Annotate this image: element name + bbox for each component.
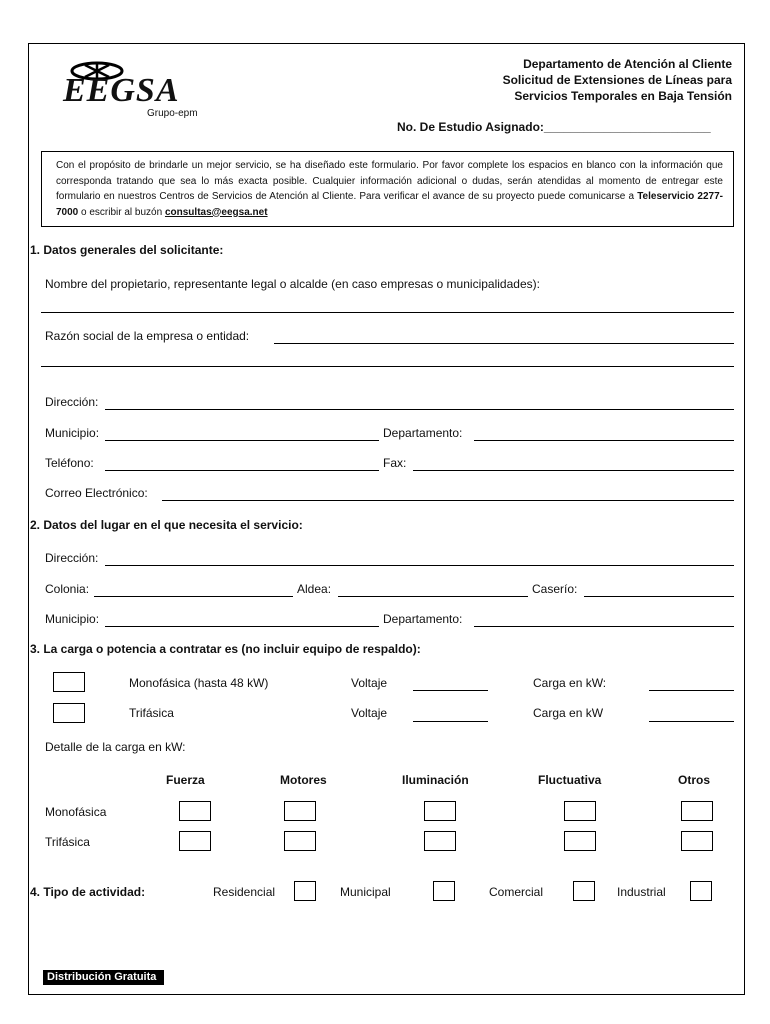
aldea-label: Aldea:: [297, 582, 332, 596]
site-address-label: Dirección:: [45, 551, 99, 565]
intro-box: [41, 151, 734, 227]
comercial-checkbox[interactable]: [573, 881, 595, 901]
address-label: Dirección:: [45, 395, 99, 409]
intro-text-1: Con el propósito de brindarle un mejor servicio, se ha diseñado este formulario. Por favor complete los espacios en blanco con la información que corresponda tratando que sea lo más exacta posible. Cualquier información adicional o dudas, serán atendidas al momento de entregar este formulario en nuestros Centros de Servicios de Atención al Cliente. Para verificar el avance de su proyecto puede comunicarse a: [56, 160, 723, 202]
colonia-input[interactable]: [94, 596, 293, 597]
activity-option-label: Industrial: [617, 885, 666, 899]
logo-brand: EEGSA: [63, 72, 180, 109]
phone-label: Teléfono:: [45, 456, 94, 470]
site-municipality-input[interactable]: [105, 626, 379, 627]
free-distribution-badge: Distribución Gratuita: [43, 970, 164, 985]
load-cell-checkbox[interactable]: [681, 831, 713, 851]
department-label: Departamento:: [383, 426, 463, 440]
activity-option-label: Residencial: [213, 885, 276, 899]
logo-group: Grupo-epm: [147, 108, 198, 119]
company-input-line-2[interactable]: [41, 366, 734, 367]
load-input-1[interactable]: [649, 690, 734, 691]
column-header: Otros: [678, 773, 711, 787]
site-department-label: Departamento:: [383, 612, 463, 626]
company-label: Razón social de la empresa o entidad:: [45, 329, 250, 343]
colonia-label: Colonia:: [45, 582, 90, 596]
aldea-input[interactable]: [338, 596, 528, 597]
load-cell-checkbox[interactable]: [284, 801, 316, 821]
intro-phone: Teleservicio 2277-7000: [56, 191, 723, 218]
load-label-1: Carga en kW:: [533, 676, 607, 690]
phone-input[interactable]: [105, 470, 379, 471]
load-cell-checkbox[interactable]: [284, 831, 316, 851]
site-municipality-label: Municipio:: [45, 612, 100, 626]
load-cell-checkbox[interactable]: [681, 801, 713, 821]
form-page: [28, 43, 745, 995]
column-header: Fuerza: [166, 773, 205, 787]
section-3-title: 3. La carga o potencia a contratar es (no incluir equipo de respaldo):: [30, 642, 421, 656]
voltage-input-1[interactable]: [413, 690, 488, 691]
municipality-label: Municipio:: [45, 426, 100, 440]
section-1-title: 1. Datos generales del solicitante:: [30, 243, 224, 257]
caserio-input[interactable]: [584, 596, 734, 597]
column-header: Iluminación: [402, 773, 469, 787]
header-title: [503, 56, 732, 104]
eegsa-logo: [49, 54, 219, 119]
section-4-title: 4. Tipo de actividad:: [30, 885, 146, 899]
owner-input[interactable]: [41, 312, 734, 313]
header-line-1: Departamento de Atención al Cliente: [523, 57, 732, 71]
industrial-checkbox[interactable]: [690, 881, 712, 901]
email-input[interactable]: [162, 500, 734, 501]
load-detail-label: Detalle de la carga en kW:: [45, 740, 186, 754]
load-label-2: Carga en kW: [533, 706, 604, 720]
intro-text-2: o escribir al buzón: [78, 206, 165, 218]
address-input[interactable]: [105, 409, 734, 410]
activity-option-label: Comercial: [489, 885, 544, 899]
activity-option-label: Municipal: [340, 885, 391, 899]
header-line-3: Servicios Temporales en Baja Tensión: [514, 89, 732, 103]
caserio-label: Caserío:: [532, 582, 578, 596]
load-input-2[interactable]: [649, 721, 734, 722]
voltage-label-1: Voltaje: [351, 676, 388, 690]
load-cell-checkbox[interactable]: [424, 831, 456, 851]
email-label: Correo Electrónico:: [45, 486, 148, 500]
site-department-input[interactable]: [474, 626, 734, 627]
fax-label: Fax:: [383, 456, 407, 470]
study-number-field[interactable]: No. De Estudio Asignado:_________________________: [397, 120, 711, 134]
municipality-input[interactable]: [105, 440, 379, 441]
department-input[interactable]: [474, 440, 734, 441]
residencial-checkbox[interactable]: [294, 881, 316, 901]
owner-label: Nombre del propietario, representante legal o alcalde (en caso empresas o municipalidades):: [45, 277, 540, 291]
municipal-checkbox[interactable]: [433, 881, 455, 901]
load-cell-checkbox[interactable]: [564, 801, 596, 821]
trifasica-label: Trifásica: [129, 706, 174, 720]
section-2-title: 2. Datos del lugar en el que necesita el servicio:: [30, 518, 303, 532]
monofasica-checkbox[interactable]: [53, 672, 85, 692]
row-label: Monofásica: [45, 805, 107, 819]
header-line-2: Solicitud de Extensiones de Líneas para: [502, 73, 732, 87]
load-cell-checkbox[interactable]: [564, 831, 596, 851]
intro-email-link[interactable]: consultas@eegsa.net: [164, 206, 268, 218]
site-address-input[interactable]: [105, 565, 734, 566]
company-input[interactable]: [274, 343, 734, 344]
trifasica-checkbox[interactable]: [53, 703, 85, 723]
fax-input[interactable]: [413, 470, 734, 471]
voltage-label-2: Voltaje: [351, 706, 388, 720]
load-cell-checkbox[interactable]: [179, 801, 211, 821]
column-header: Motores: [280, 773, 327, 787]
monofasica-label: Monofásica (hasta 48 kW): [129, 676, 269, 690]
load-cell-checkbox[interactable]: [179, 831, 211, 851]
column-header: Fluctuativa: [538, 773, 602, 787]
row-label: Trifásica: [45, 835, 90, 849]
voltage-input-2[interactable]: [413, 721, 488, 722]
load-cell-checkbox[interactable]: [424, 801, 456, 821]
